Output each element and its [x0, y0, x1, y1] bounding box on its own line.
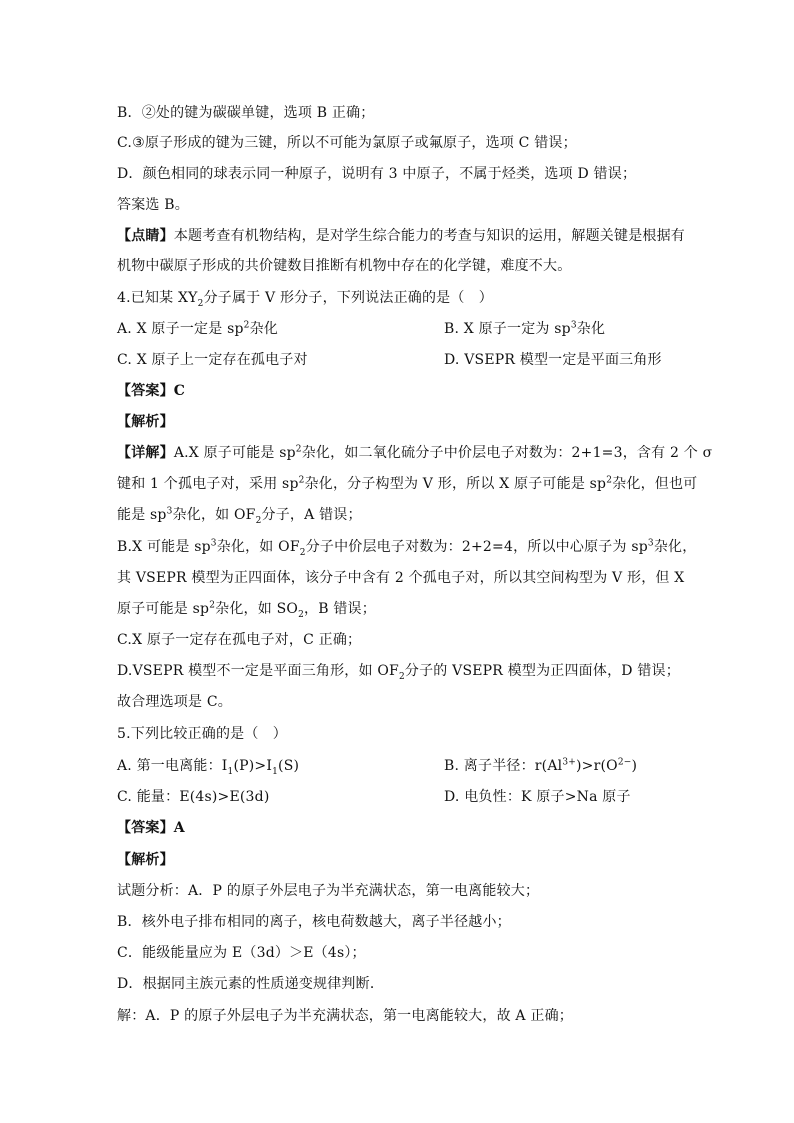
- q5-option-c: C. 能量：E(4s)>E(3d): [117, 789, 270, 805]
- q5-option-a: A. 第一电离能：$I_1(P)>I_1(S)$: [117, 758, 300, 777]
- q4-detail-line-8: D.VSEPR 模型不一定是平面三角形，如 $OF_2$分子的 VSEPR 模型为正四面体，D 错误；: [117, 663, 680, 682]
- q5-analysis-heading: 【解析】: [117, 852, 174, 868]
- comment-line-2: 机物中碳原子形成的共价键数目推断有机物中存在的化学键，难度不大。: [117, 258, 572, 274]
- q4-conclusion: 故合理选项是 C。: [117, 694, 232, 710]
- option-c-explanation: C.③原子形成的键为三键，所以不可能为氯原子或氟原子，选项 C 错误；: [117, 135, 577, 151]
- q5-analysis-line-3: C．能级能量应为 E（3d）＞E（4s）；: [117, 945, 366, 961]
- q5-option-d: D. 电负性：K 原子>Na 原子: [444, 789, 631, 805]
- q4-detail-line-7: C.X 原子一定存在孤电子对，C 正确；: [117, 632, 362, 648]
- q4-option-d: D. VSEPR 模型一定是平面三角形: [444, 352, 662, 368]
- q4-answer: 【答案】C: [117, 383, 186, 399]
- q4-detail-line-3: 能是 $sp^3$杂化，如 $OF_2$分子，A 错误；: [117, 506, 362, 526]
- q5-answer: 【答案】A: [117, 820, 185, 836]
- q4-option-b: B. X 原子一定为 $sp^3$杂化: [444, 320, 606, 337]
- q4-detail-line-2: 键和 1 个孤电子对，采用 $sp^2$杂化，分子构型为 V 形，所以 X 原子可能是 $sp^2$杂化，但也可: [117, 475, 698, 492]
- comment-tag: 【点睛】: [117, 228, 174, 244]
- q4-detail-line-4: B.X 可能是 $sp^3$杂化，如 $OF_2$分子中价层电子对数为：2+2=4，所以中心原子为 $sp^3$杂化，: [117, 538, 697, 558]
- question-4-options-ab: [117, 319, 278, 339]
- comment-line-1: 【点睛】本题考查有机物结构，是对学生综合能力的考查与知识的运用，解题关键是根据有: [117, 228, 686, 244]
- answer-summary: 答案选 B。: [117, 197, 189, 213]
- q5-analysis-line-4: D．根据同主族元素的性质递变规律判断．: [117, 976, 385, 992]
- q4-detail-line-6: 原子可能是 $sp^2$杂化，如 $SO_2$，B 错误；: [117, 600, 376, 620]
- q4-analysis-heading: 【解析】: [117, 414, 174, 430]
- q4-detail-line-5: 其 VSEPR 模型为正四面体，该分子中含有 2 个孤电子对，所以其空间构型为 V 形，但 X: [117, 570, 685, 586]
- q5-analysis-line-2: B．核外电子排布相同的离子，核电荷数越大，离子半径越小；: [117, 914, 511, 930]
- question-5-stem: 5.下列比较正确的是（ ）: [117, 726, 287, 742]
- q5-analysis-line-1: 试题分析：A．P 的原子外层电子为半充满状态，第一电离能较大；: [117, 883, 540, 899]
- q4-option-a: A. X 原子一定是 $sp^2$杂化: [117, 320, 278, 337]
- question-4-stem: 4.已知某 $XY_2$分子属于 V 形分子，下列说法正确的是（ ）: [117, 290, 493, 309]
- q5-analysis-line-5: 解：A．P 的原子外层电子为半充满状态，第一电离能较大，故 A 正确；: [117, 1008, 573, 1024]
- q5-option-b: B. 离子半径：$r(Al^{3+})>r(O^{2-})$: [444, 757, 638, 774]
- q4-option-c: C. X 原子上一定存在孤电子对: [117, 352, 308, 368]
- q4-detail-line-1: 【详解】A.X 原子可能是 $sp^2$杂化，如二氧化硫分子中价层电子对数为：2+1=3，含有 2 个 σ: [117, 444, 713, 461]
- option-b-explanation: B．②处的键为碳碳单键，选项 B 正确；: [117, 105, 375, 121]
- option-d-explanation: D．颜色相同的球表示同一种原子，说明有 3 中原子，不属于烃类，选项 D 错误；: [117, 166, 637, 182]
